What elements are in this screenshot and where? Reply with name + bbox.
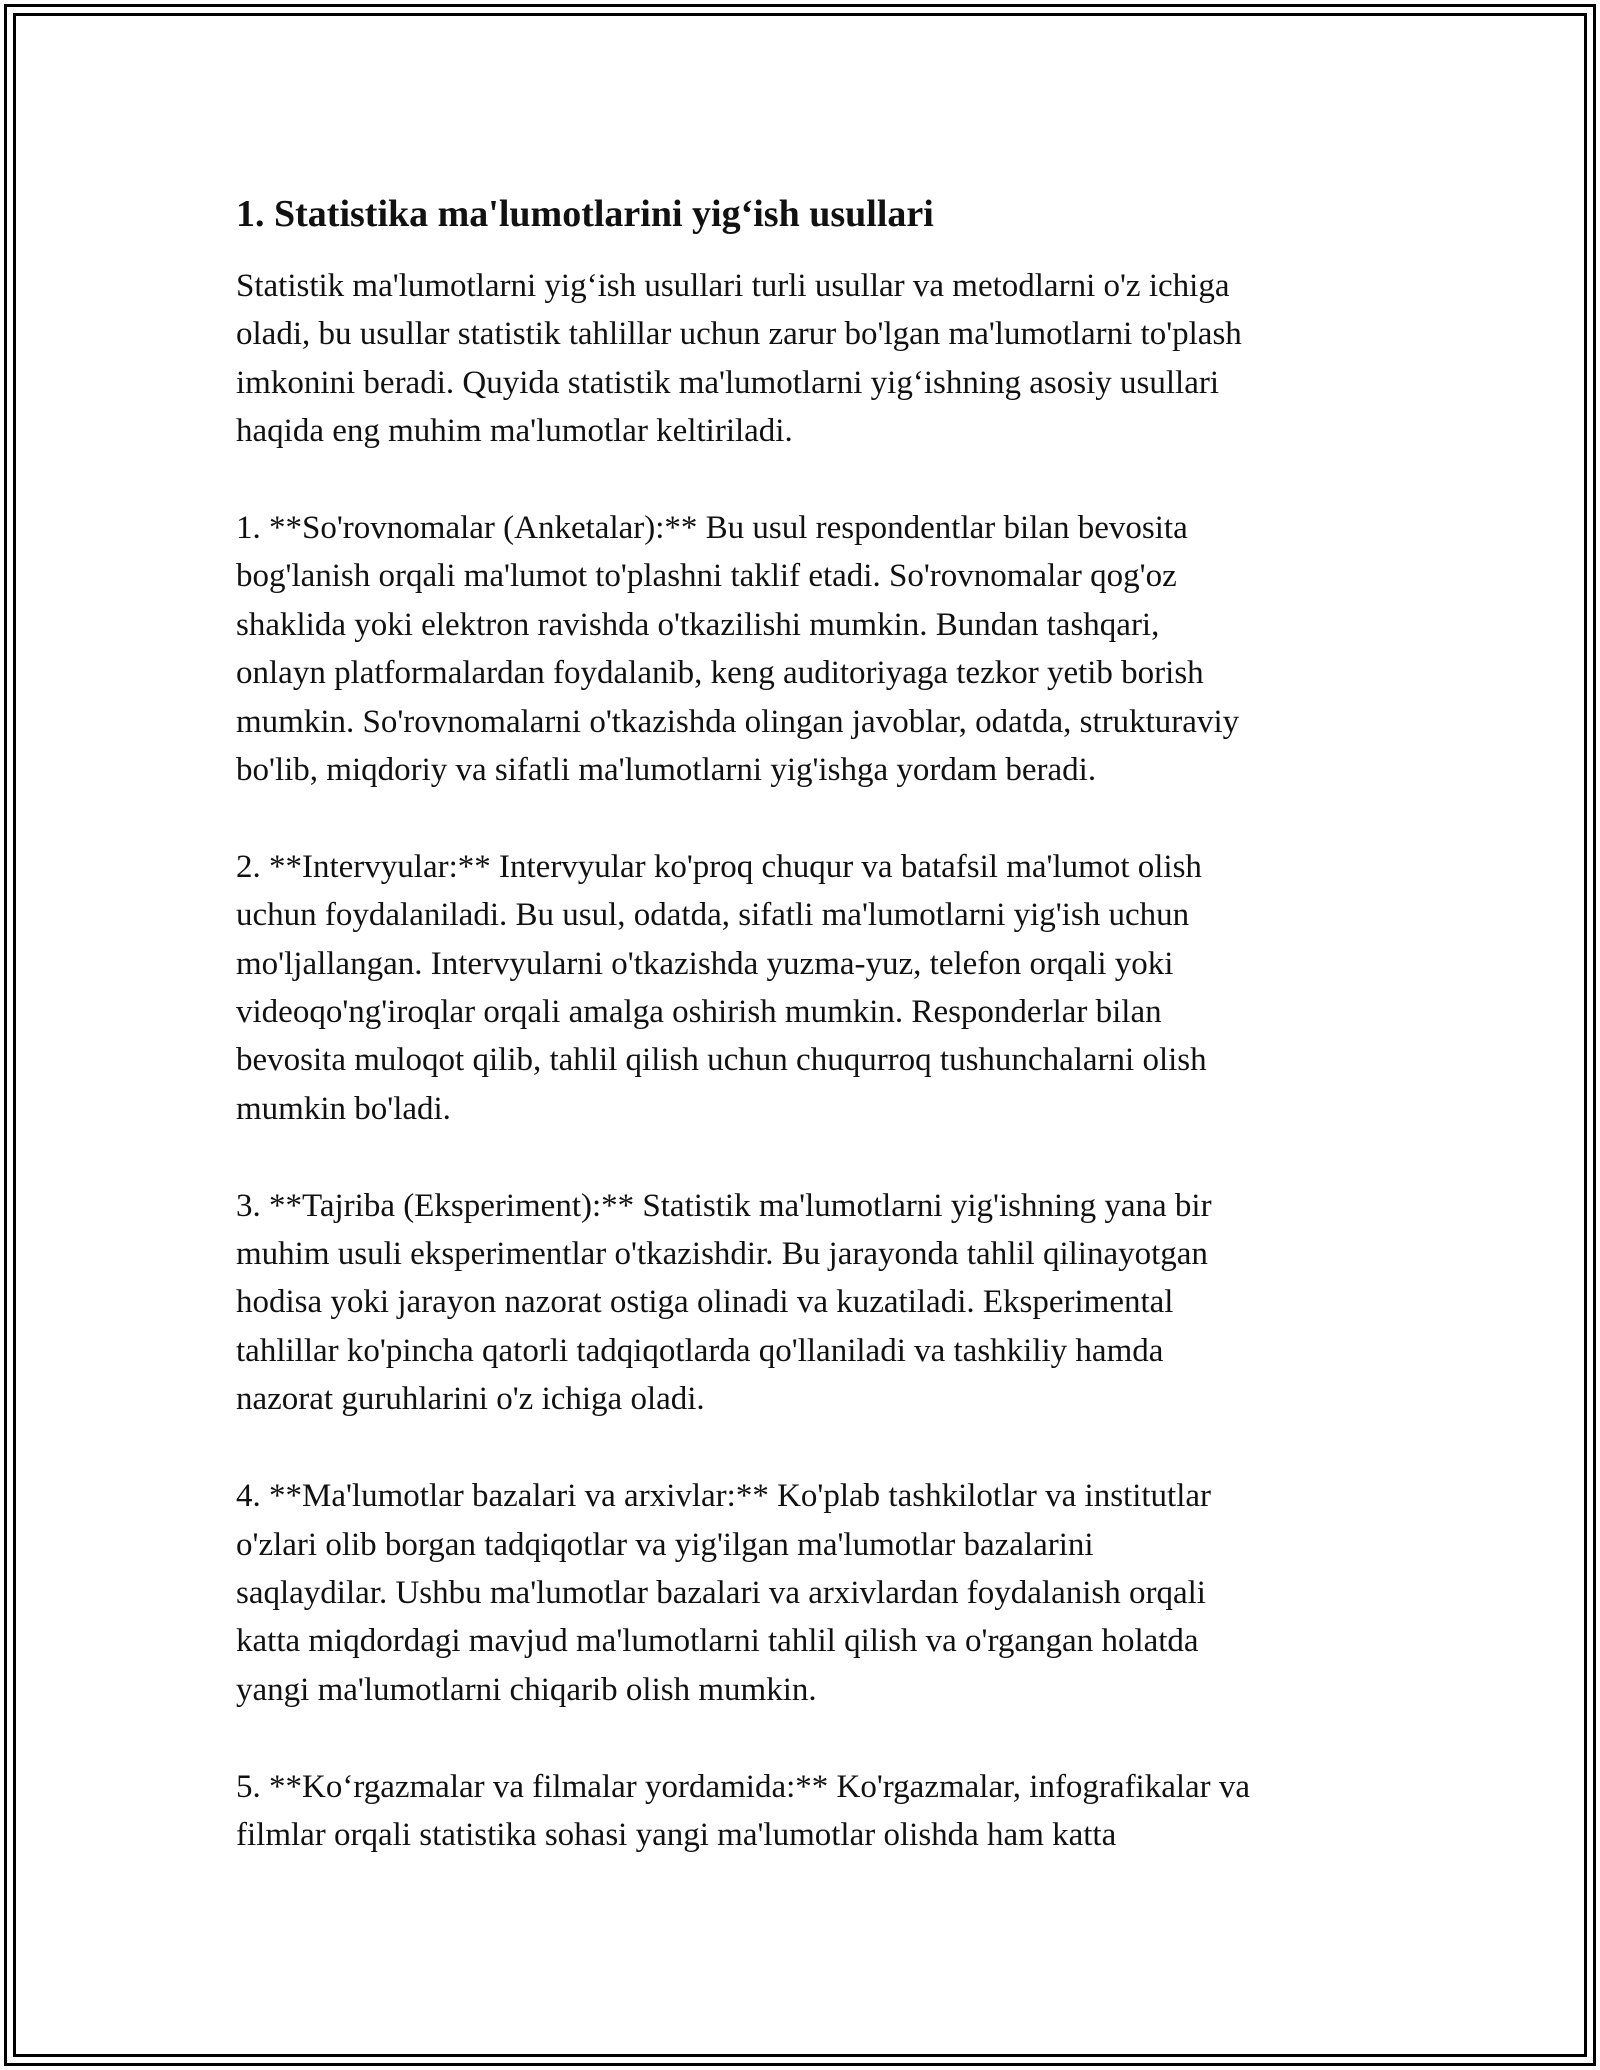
text-line: uchun foydalaniladi. Bu usul, odatda, sifatli ma'lumotlarni yig'ish uchun — [236, 897, 1190, 934]
text-line: bevosita muloqot qilib, tahlil qilish uchun chuqurroq tushunchalarni olish — [236, 1042, 1207, 1079]
text-line: 4. **Ma'lumotlar bazalari va arxivlar:** Ko'plab tashkilotlar va institutlar — [236, 1478, 1212, 1515]
text-line: saqlaydilar. Ushbu ma'lumotlar bazalari va arxivlardan foydalanish orqali — [236, 1574, 1206, 1611]
document-body — [236, 190, 1386, 1908]
text-line: shaklida yoki elektron ravishda o'tkazilishi mumkin. Bundan tashqari, — [236, 606, 1160, 643]
list-item-interviews — [236, 843, 1386, 1133]
text-line: 5. **Ko‘rgazmalar va filmalar yordamida:** Ko'rgazmalar, infografikalar va — [236, 1768, 1251, 1805]
list-item-surveys — [236, 504, 1386, 794]
text-line: nazorat guruhlarini o'z ichiga oladi. — [236, 1381, 705, 1418]
intro-paragraph — [236, 262, 1386, 456]
text-line: videoqo'ng'iroqlar orqali amalga oshirish mumkin. Responderlar bilan — [236, 994, 1162, 1031]
text-line: mo'ljallangan. Intervyularni o'tkazishda yuzma-yuz, telefon orqali yoki — [236, 945, 1174, 982]
text-line: filmlar orqali statistika sohasi yangi ma'lumotlar olishda ham katta — [236, 1816, 1117, 1853]
text-line: 2. **Intervyular:** Intervyular ko'proq chuqur va batafsil ma'lumot olish — [236, 848, 1202, 885]
text-line: hodisa yoki jarayon nazorat ostiga olinadi va kuzatiladi. Eksperimental — [236, 1284, 1174, 1321]
text-line: Statistik ma'lumotlarni yig‘ish usullari turli usullar va metodlarni o'z ichiga — [236, 268, 1230, 304]
text-line: 1. **So'rovnomalar (Anketalar):** Bu usul respondentlar bilan bevosita — [236, 510, 1188, 547]
text-line: tahlillar ko'pincha qatorli tadqiqotlarda qo'llaniladi va tashkiliy hamda — [236, 1332, 1164, 1369]
text-line: oladi, bu usullar statistik tahlillar uchun zarur bo'lgan ma'lumotlarni to'plash — [236, 316, 1242, 353]
text-line: yangi ma'lumotlarni chiqarib olish mumkin. — [236, 1671, 817, 1708]
text-line: haqida eng muhim ma'lumotlar keltiriladi. — [236, 413, 793, 450]
text-line: muhim usuli eksperimentlar o'tkazishdir. Bu jarayonda tahlil qilinayotgan — [236, 1236, 1208, 1273]
text-line: mumkin. So'rovnomalarni o'tkazishda olingan javoblar, odatda, strukturaviy — [236, 703, 1240, 740]
text-line: bog'lanish orqali ma'lumot to'plashni taklif etadi. So'rovnomalar qog'oz — [236, 558, 1177, 595]
list-item-exhibitions — [236, 1763, 1386, 1860]
text-line: 3. **Tajriba (Eksperiment):** Statistik ma'lumotlarni yig'ishning yana bir — [236, 1187, 1212, 1224]
text-line: bo'lib, miqdoriy va sifatli ma'lumotlarni yig'ishga yordam beradi. — [236, 752, 1097, 789]
text-line: imkonini beradi. Quyida statistik ma'lumotlarni yig‘ishning asosiy usullari — [236, 364, 1220, 401]
list-item-databases — [236, 1472, 1386, 1714]
text-line: onlayn platformalardan foydalanib, keng auditoriyaga tezkor yetib borish — [236, 655, 1204, 692]
list-item-experiment — [236, 1182, 1386, 1424]
section-heading: 1. Statistika ma'lumotlarini yig‘ish usullari — [236, 193, 934, 235]
text-line: mumkin bo'ladi. — [236, 1090, 451, 1127]
text-line: katta miqdordagi mavjud ma'lumotlarni tahlil qilish va o'rgangan holatda — [236, 1623, 1199, 1660]
text-line: o'zlari olib borgan tadqiqotlar va yig'ilgan ma'lumotlar bazalarini — [236, 1526, 1094, 1563]
